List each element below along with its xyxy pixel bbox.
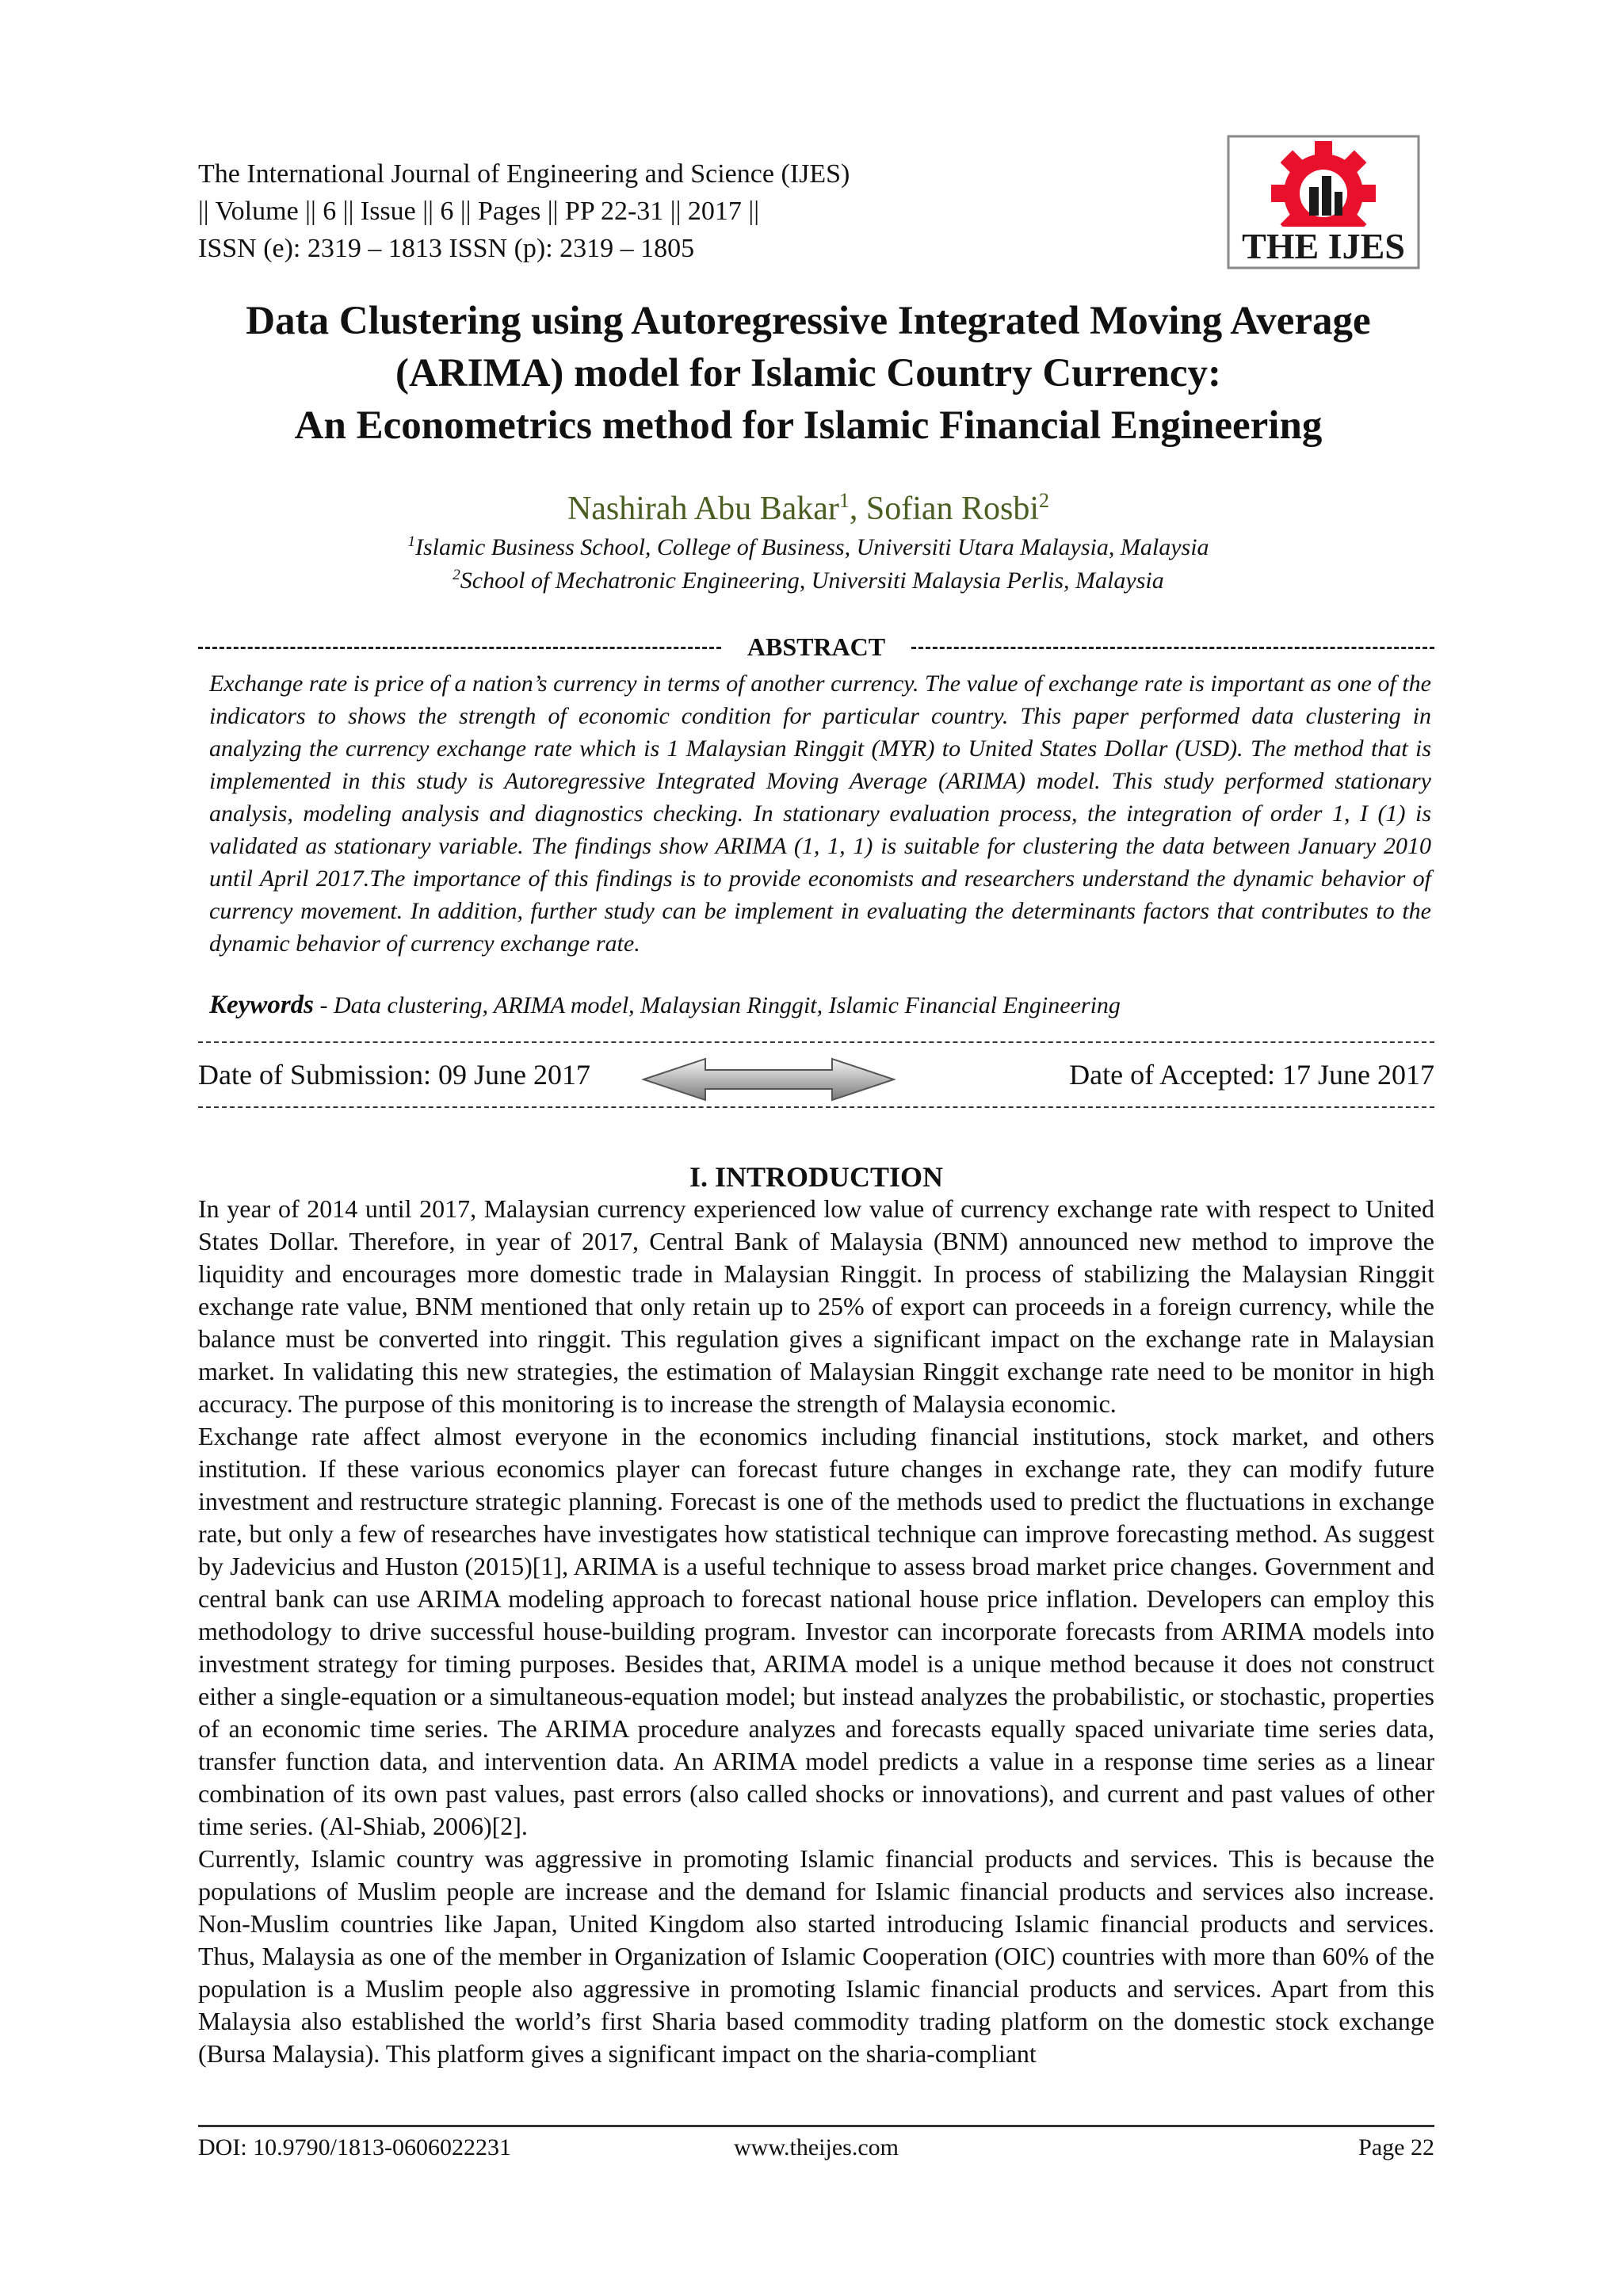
doi: DOI: 10.9790/1813-0606022231 [198, 2134, 511, 2160]
title-line: An Econometrics method for Islamic Financial Engineering [294, 403, 1323, 448]
submission-date: Date of Submission: 09 June 2017 [198, 1059, 590, 1091]
paragraph: In year of 2014 until 2017, Malaysian currency experienced low value of currency exchange rate with respect to United States Dollar. Therefore, in year of 2017, Central Bank of Malaysia (BNM) announced new method to improve the liquidity and encourages more domestic trade in Malaysian Ringgit. In process of stabilizing the Malaysian Ringgit exchange rate value, BNM mentioned that only retain up to 25% of export can proceeds in a foreign currency, while the balance must be converted into ringgit. This regulation gives a significant impact on the exchange rate in Malaysian market. In validating this new strategies, the estimation of Malaysian Ringgit exchange rate need to be monitor in high accuracy. The purpose of this monitoring is to increase the strength of Malaysia economic. [198, 1194, 1434, 1418]
website-link[interactable]: www.theijes.com [733, 2134, 899, 2160]
page-number: Page 22 [1358, 2134, 1434, 2160]
journal-info [198, 155, 1149, 267]
accepted-date: Date of Accepted: 17 June 2017 [1069, 1059, 1434, 1091]
journal-name: The International Journal of Engineering and Science (IJES) [198, 159, 850, 189]
abstract-text: Exchange rate is price of a nation’s currency in terms of another currency. The value of exchange rate is important as one of the indicators to shows the strength of economic condition for particular country. This paper performed data clustering in analyzing the currency exchange rate which is 1 Malaysian Ringgit (MYR) to United States Dollar (USD). The method that is implemented in this study is Autoregressive Integrated Moving Average (ARIMA) model. This study performed stationary analysis, modeling analysis and diagnostics checking. In stationary evaluation process, the integration of order 1, I (1) is validated as stationary variable. The findings show ARIMA (1, 1, 1) is suitable for clustering the data between January 2010 until April 2017.The importance of this findings is to provide economists and researchers understand the dynamic behavior of currency movement. In addition, further study can be implement in evaluating the determinants factors that contributes to the dynamic behavior of currency exchange rate. [209, 670, 1431, 957]
affiliation [182, 526, 1434, 563]
introduction-body [198, 1193, 1434, 2070]
author-separator: , [849, 491, 866, 527]
title-line: Data Clustering using Autoregressive Integrated Moving Average [246, 299, 1371, 343]
journal-issn: ISSN (e): 2319 – 1813 ISSN (p): 2319 – 1805 [198, 234, 695, 263]
divider [198, 1041, 1434, 1043]
ijes-logo [1227, 135, 1420, 269]
double-arrow-icon [642, 1056, 896, 1103]
divider [198, 1106, 1434, 1108]
paragraph: Currently, Islamic country was aggressive in promoting Islamic financial products and services. This is because the populations of Muslim people are increase and the demand for Islamic financial products and services also increase. Non-Muslim countries like Japan, United Kingdom also started introducing Islamic financial products and services. Thus, Malaysia as one of the member in Organization of Islamic Cooperation (OIC) countries with more than 60% of the population is a Muslim people also aggressive in promoting Islamic financial products and services. Apart from this Malaysia also established the world’s first Sharia based commodity trading platform on the domestic stock exchange (Bursa Malaysia). This platform gives a significant impact on the sharia-compliant [198, 1844, 1434, 2068]
affiliation [182, 560, 1434, 597]
logo-text: THE IJES [1242, 226, 1405, 266]
abstract-label: ABSTRACT [744, 632, 888, 661]
author-affil-mark: 1 [838, 489, 850, 512]
author-name: Nashirah Abu Bakar [567, 491, 839, 527]
paragraph: Exchange rate affect almost everyone in the economics including financial institutions, stock market, and others institution. If these various economics player can forecast future changes in exchange rate, they can modify future investment and restructure strategic planning. Forecast is one of the methods used to predict the fluctuations in exchange rate, but only a few of researches have investigates how statistical technique can improve forecasting method. As suggest by Jadevicius and Huston (2015)[1], ARIMA is a useful technique to assess broad market price changes. Government and central bank can use ARIMA modeling approach to forecast national house price inflation. Developers can employ this methodology to drive successful house-building program. Investor can incorporate forecasts from ARIMA models into investment strategy for timing purposes. Besides that, ARIMA model is a unique method because it does not construct either a single-equation or a simultaneous-equation model; but instead analyzes the probabilistic, or stochastic, properties of an economic time series. The ARIMA procedure analyzes and forecasts equally spaced univariate time series data, transfer function data, and intervention data. An ARIMA model predicts a value in a response time series as a linear combination of its own past values, past errors (also called shocks or innovations), and current and past values of other time series. (Al-Shiab, 2006)[2]. [198, 1422, 1434, 1840]
footer-rule [198, 2125, 1434, 2127]
affil-text: School of Mechatronic Engineering, Universiti Malaysia Perlis, Malaysia [460, 567, 1164, 594]
keywords-text: - Data clustering, ARIMA model, Malaysian Ringgit, Islamic Financial Engineering [314, 992, 1121, 1018]
affil-text: Islamic Business School, College of Business, Universiti Utara Malaysia, Malaysia [414, 534, 1209, 560]
affil-mark: 1 [407, 533, 415, 550]
author-name: Sofian Rosbi [865, 491, 1040, 527]
author-list [182, 479, 1434, 531]
keywords-label: Keywords [209, 991, 314, 1019]
title-line: (ARIMA) model for Islamic Country Currency: [395, 351, 1222, 395]
journal-volume: || Volume || 6 || Issue || 6 || Pages || PP 22-31 || 2017 || [198, 197, 760, 226]
author-affil-mark: 2 [1039, 489, 1050, 512]
section-heading: I. INTRODUCTION [689, 1161, 944, 1193]
page-footer [198, 2130, 1434, 2168]
abstract-heading [198, 632, 1434, 661]
paper-title [182, 295, 1434, 452]
affil-mark: 2 [453, 567, 460, 583]
keywords [209, 989, 1431, 1022]
